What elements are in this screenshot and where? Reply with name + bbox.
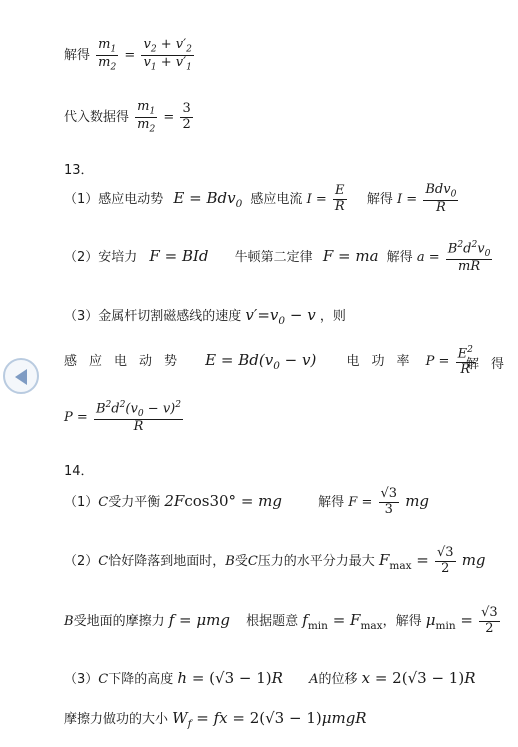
label-max-horizontal: 压力的水平分力最大: [257, 553, 375, 569]
label-solve-14-3: ，解得: [382, 613, 422, 629]
label-friction-work: 摩擦力做功的大小: [64, 712, 169, 727]
line-13-5: P = $\frac{B^2d^2(v_0 - v)^2}{R}$: [64, 400, 182, 435]
label-power-spaced: 电功率: [346, 354, 422, 370]
ratio-m1-m2-2: $\frac{m_1}{m_2}$: [137, 99, 156, 135]
frac-E-R: $\frac{E}{R}$: [334, 183, 345, 214]
frac-power-result: $\frac{B^2d^2(v_0 - v)^2}{R}$: [95, 400, 182, 435]
label-solve-spaced: 解得: [465, 357, 516, 372]
line-13-2: （2）安培力 F = BId 牛顿第二定律 F = ma 解得 a = $\frac{B^2d^2v_0}{mR}$: [64, 240, 491, 275]
line-13-4: 感应电动势 $E = Bd(v_0 - v)$ 电功率 P = $\frac{E^2}{R}$ 解得: [64, 345, 516, 378]
label-then: ，则: [319, 309, 346, 324]
label-emf-spaced: 感应电动势: [64, 354, 190, 370]
label-lands: 恰好降落到地面时，: [108, 553, 226, 569]
line-substitute: 代入数据得 $\frac{m_1}{m_2}$ = $\frac{3}{2}$: [64, 99, 191, 135]
label-ampere-force: （2）安培力: [64, 250, 138, 266]
label-cut-velocity: （3）金属杆切割磁感线的速度: [64, 309, 242, 324]
label-newton-second: 牛顿第二定律: [234, 250, 313, 266]
question-13-number: 13．: [64, 163, 94, 178]
back-button[interactable]: [3, 358, 39, 394]
frac-sqrt3-2: $\frac{√3}{2}$: [437, 545, 454, 576]
label-displacement: 的位移: [318, 672, 358, 687]
question-14-number: 14．: [64, 464, 94, 479]
label-ground-friction: 受地面的摩擦力: [73, 613, 165, 629]
line-14-3: B受地面的摩擦力 f = μmg 根据题意 $f_{min} = F_{max}$，解得 $\mu_{min}$ = $\frac{√3}{2}$: [64, 605, 498, 636]
label-solve-13-2: 解得: [386, 250, 413, 266]
left-arrow-icon: [15, 369, 27, 385]
frac-E2-R: $\frac{E^2}{R}$: [457, 345, 473, 378]
frac-sqrt3-2-b: $\frac{√3}{2}$: [481, 605, 498, 636]
label-drop-height: 下降的高度: [108, 672, 174, 687]
label-receives: 受: [234, 553, 248, 569]
frac-sqrt3-3: $\frac{√3}{3}$: [380, 486, 398, 517]
ratio-3-2: $\frac{3}{2}$: [182, 101, 191, 133]
line-14-5: 摩擦力做功的大小 $W_f$ = fx = 2(√3 − 1)μmgR: [64, 709, 367, 730]
label-solve-14-1: 解得: [318, 494, 345, 510]
label-solve: 解得: [64, 48, 91, 64]
label-force-balance: 受力平衡: [108, 494, 161, 510]
label-14-3: （3）: [64, 672, 99, 687]
ratio-m1-m2: $\frac{m_1}{m_2}$: [98, 37, 117, 73]
line-13-3: （3）金属杆切割磁感线的速度 $v'=v_0 - v$ ，则: [64, 306, 346, 327]
label-current: 感应电流: [250, 192, 303, 207]
line-14-2: （2）C恰好降落到地面时，B受C压力的水平分力最大 $F_{max}$ = $\frac{√3}{2}$ mg: [64, 545, 486, 576]
label-emf: （1）感应电动势: [64, 192, 164, 207]
line-14-1: （1）C受力平衡 2Fcos30° = mg 解得 F = $\frac{√3}{3}$ mg: [64, 486, 430, 517]
label-solve-13-1: 解得: [366, 192, 393, 207]
ratio-velocity: $\frac{v_2 + v'_2}{v_1 + v'_1}$: [143, 37, 192, 73]
label-per-problem: 根据题意: [246, 613, 299, 629]
frac-Bdv0-R: $\frac{Bdv_0}{R}$: [425, 182, 457, 216]
line-13-1: （1）感应电动势 E = Bdv$_0$ 感应电流 I = $\frac{E}{R}$ 解得 I = $\frac{Bdv_0}{R}$: [64, 182, 457, 216]
frac-acceleration: $\frac{B^2d^2v_0}{mR}$: [447, 240, 491, 275]
line-ratio-solution: 解得 $\frac{m_1}{m_2}$ = $\frac{v_2 + v'_2}{v_1 + v'_1}$: [64, 37, 192, 73]
label-substitute: 代入数据得: [64, 110, 130, 126]
label-14-2: （2）: [64, 553, 99, 569]
label-14-1: （1）: [64, 494, 99, 510]
line-14-4: （3）C下降的高度 h = (√3 − 1)R A的位移 x = 2(√3 − 1)R: [64, 669, 476, 687]
